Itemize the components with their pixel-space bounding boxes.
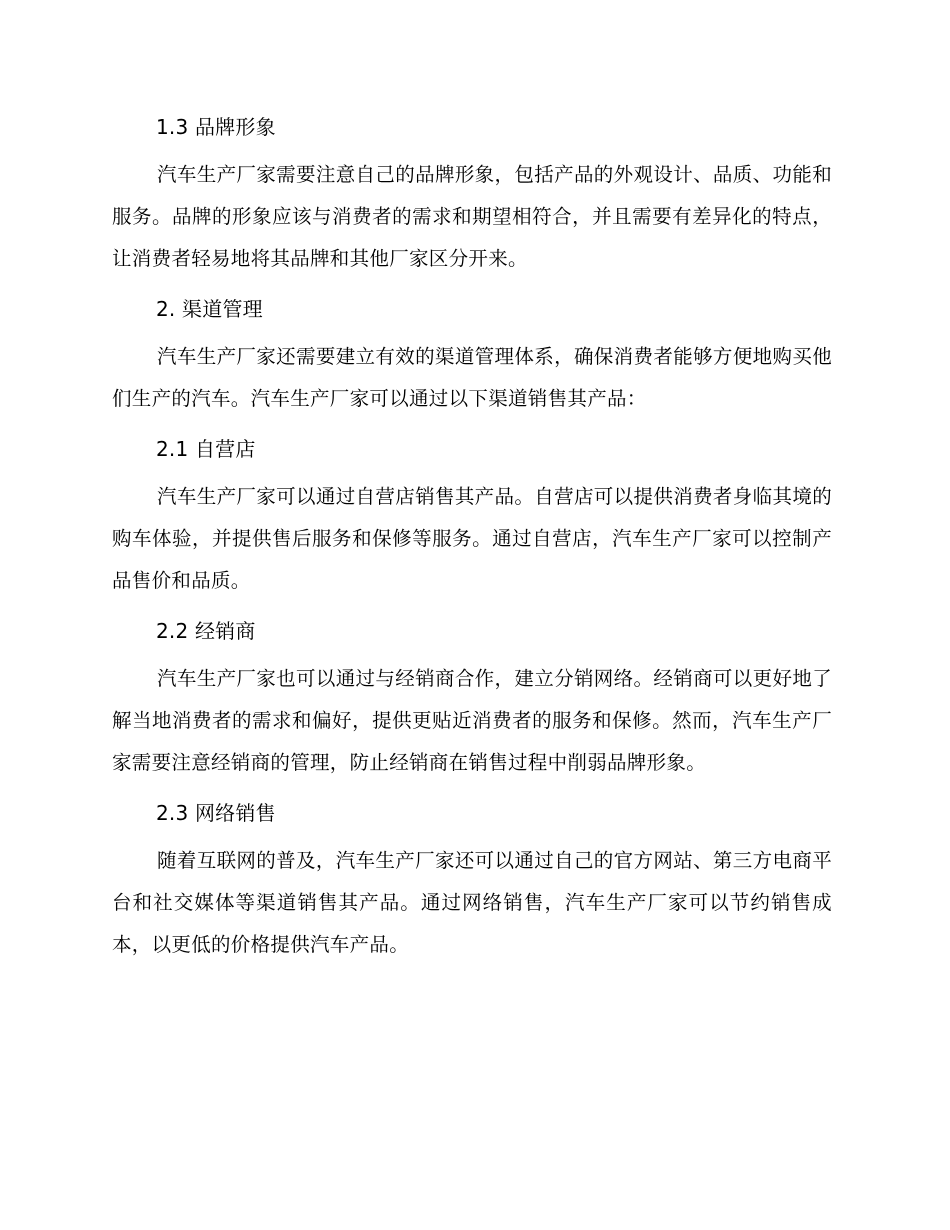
section-heading-brand-image: 1.3 品牌形象 bbox=[156, 115, 276, 139]
section-paragraph-channel-management: 汽车生产厂家还需要建立有效的渠道管理体系，确保消费者能够方便地购买他们生产的汽车。汽车生产厂家可以通过以下渠道销售其产品： bbox=[112, 345, 832, 410]
section-heading-own-stores: 2.1 自营店 bbox=[156, 437, 256, 461]
section-heading-online-sales: 2.3 网络销售 bbox=[156, 801, 276, 825]
section-paragraph-online-sales: 随着互联网的普及，汽车生产厂家还可以通过自己的官方网站、第三方电商平台和社交媒体等渠道销售其产品。通过网络销售，汽车生产厂家可以节约销售成本，以更低的价格提供汽车产品。 bbox=[112, 849, 832, 956]
section-paragraph-dealers: 汽车生产厂家也可以通过与经销商合作，建立分销网络。经销商可以更好地了解当地消费者的需求和偏好，提供更贴近消费者的服务和保修。然而，汽车生产厂家需要注意经销商的管理，防止经销商在销售过程中削弱品牌形象。 bbox=[112, 667, 832, 774]
section-paragraph-brand-image: 汽车生产厂家需要注意自己的品牌形象，包括产品的外观设计、品质、功能和服务。品牌的形象应该与消费者的需求和期望相符合，并且需要有差异化的特点，让消费者轻易地将其品牌和其他厂家区分开来。 bbox=[112, 163, 832, 270]
section-paragraph-own-stores: 汽车生产厂家可以通过自营店销售其产品。自营店可以提供消费者身临其境的购车体验，并提供售后服务和保修等服务。通过自营店，汽车生产厂家可以控制产品售价和品质。 bbox=[112, 485, 832, 592]
section-heading-dealers: 2.2 经销商 bbox=[156, 619, 256, 643]
document-body bbox=[112, 108, 832, 976]
section-heading-channel-management: 2. 渠道管理 bbox=[156, 297, 263, 321]
